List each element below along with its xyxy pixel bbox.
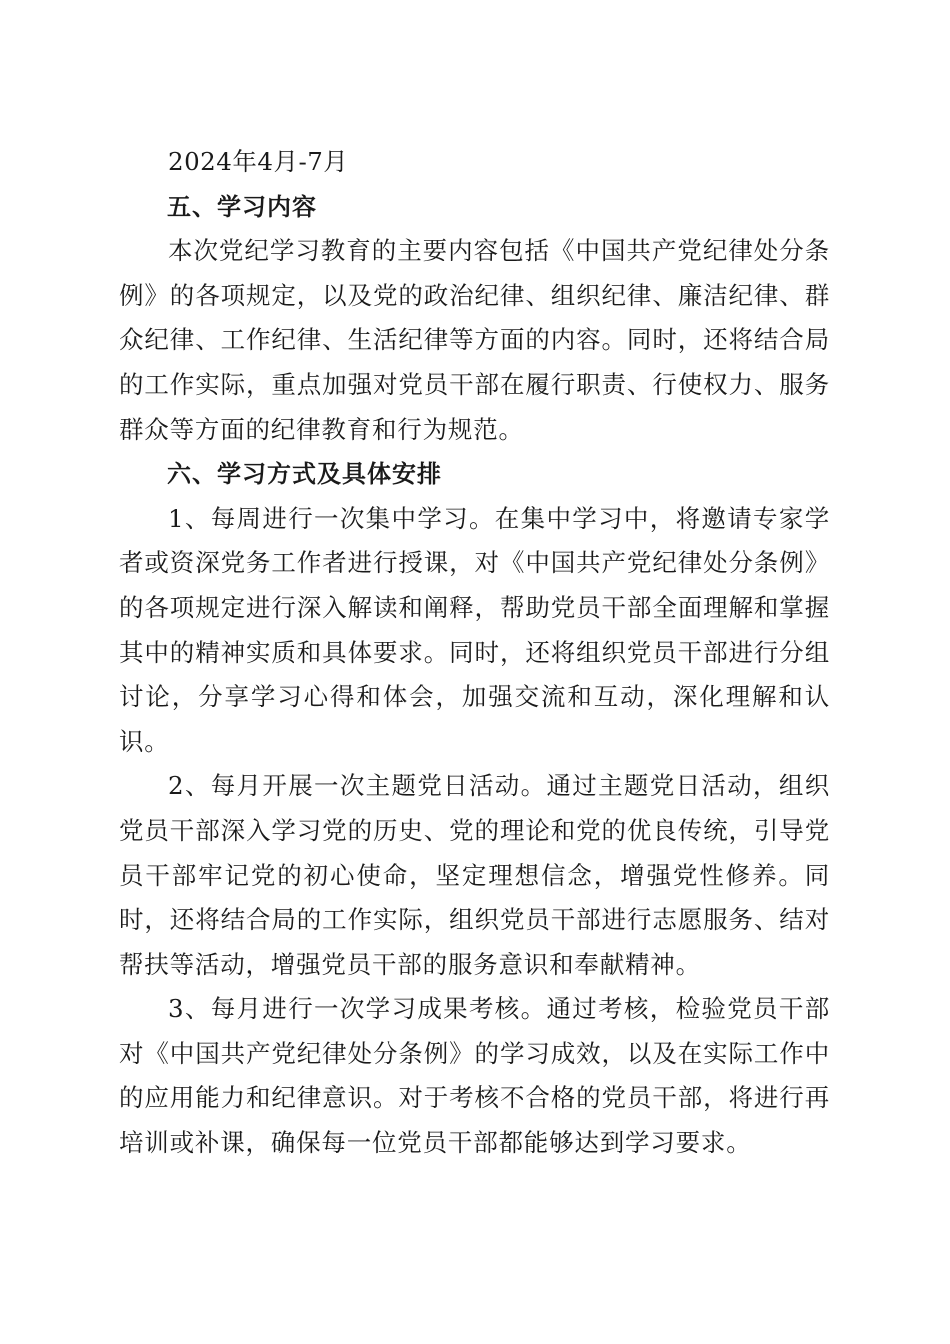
section-6-item-2: 2、每月开展一次主题党日活动。通过主题党日活动，组织党员干部深入学习党的历史、党的理论和党的优良传统，引导党员干部牢记党的初心使命，坚定理想信念，增强党性修养。同时，还将结合局的工作实际，组织党员干部进行志愿服务、结对帮扶等活动，增强党员干部的服务意识和奉献精神。 [119,771,830,979]
section-6-item-3: 3、每月进行一次学习成果考核。通过考核，检验党员干部对《中国共产党纪律处分条例》的学习成效，以及在实际工作中的应用能力和纪律意识。对于考核不合格的党员干部，将进行再培训或补课，确保每一位党员干部都能够达到学习要求。 [119,994,830,1158]
section-5-paragraph: 本次党纪学习教育的主要内容包括《中国共产党纪律处分条例》的各项规定，以及党的政治纪律、组织纪律、廉洁纪律、群众纪律、工作纪律、生活纪律等方面的内容。同时，还将结合局的工作实际，重点加强对党员干部在履行职责、行使权力、服务群众等方面的纪律教育和行为规范。 [119,236,830,444]
section-5-heading: 五、学习内容 [167,192,317,221]
document-body [119,140,830,1166]
section-6-heading: 六、学习方式及具体安排 [167,460,442,489]
date-line: 2024年4月-7月 [168,147,349,176]
section-6-item-1: 1、每周进行一次集中学习。在集中学习中，将邀请专家学者或资深党务工作者进行授课，对《中国共产党纪律处分条例》的各项规定进行深入解读和阐释，帮助党员干部全面理解和掌握其中的精神实质和具体要求。同时，还将组织党员干部进行分组讨论，分享学习心得和体会，加强交流和互动，深化理解和认识。 [119,503,830,756]
